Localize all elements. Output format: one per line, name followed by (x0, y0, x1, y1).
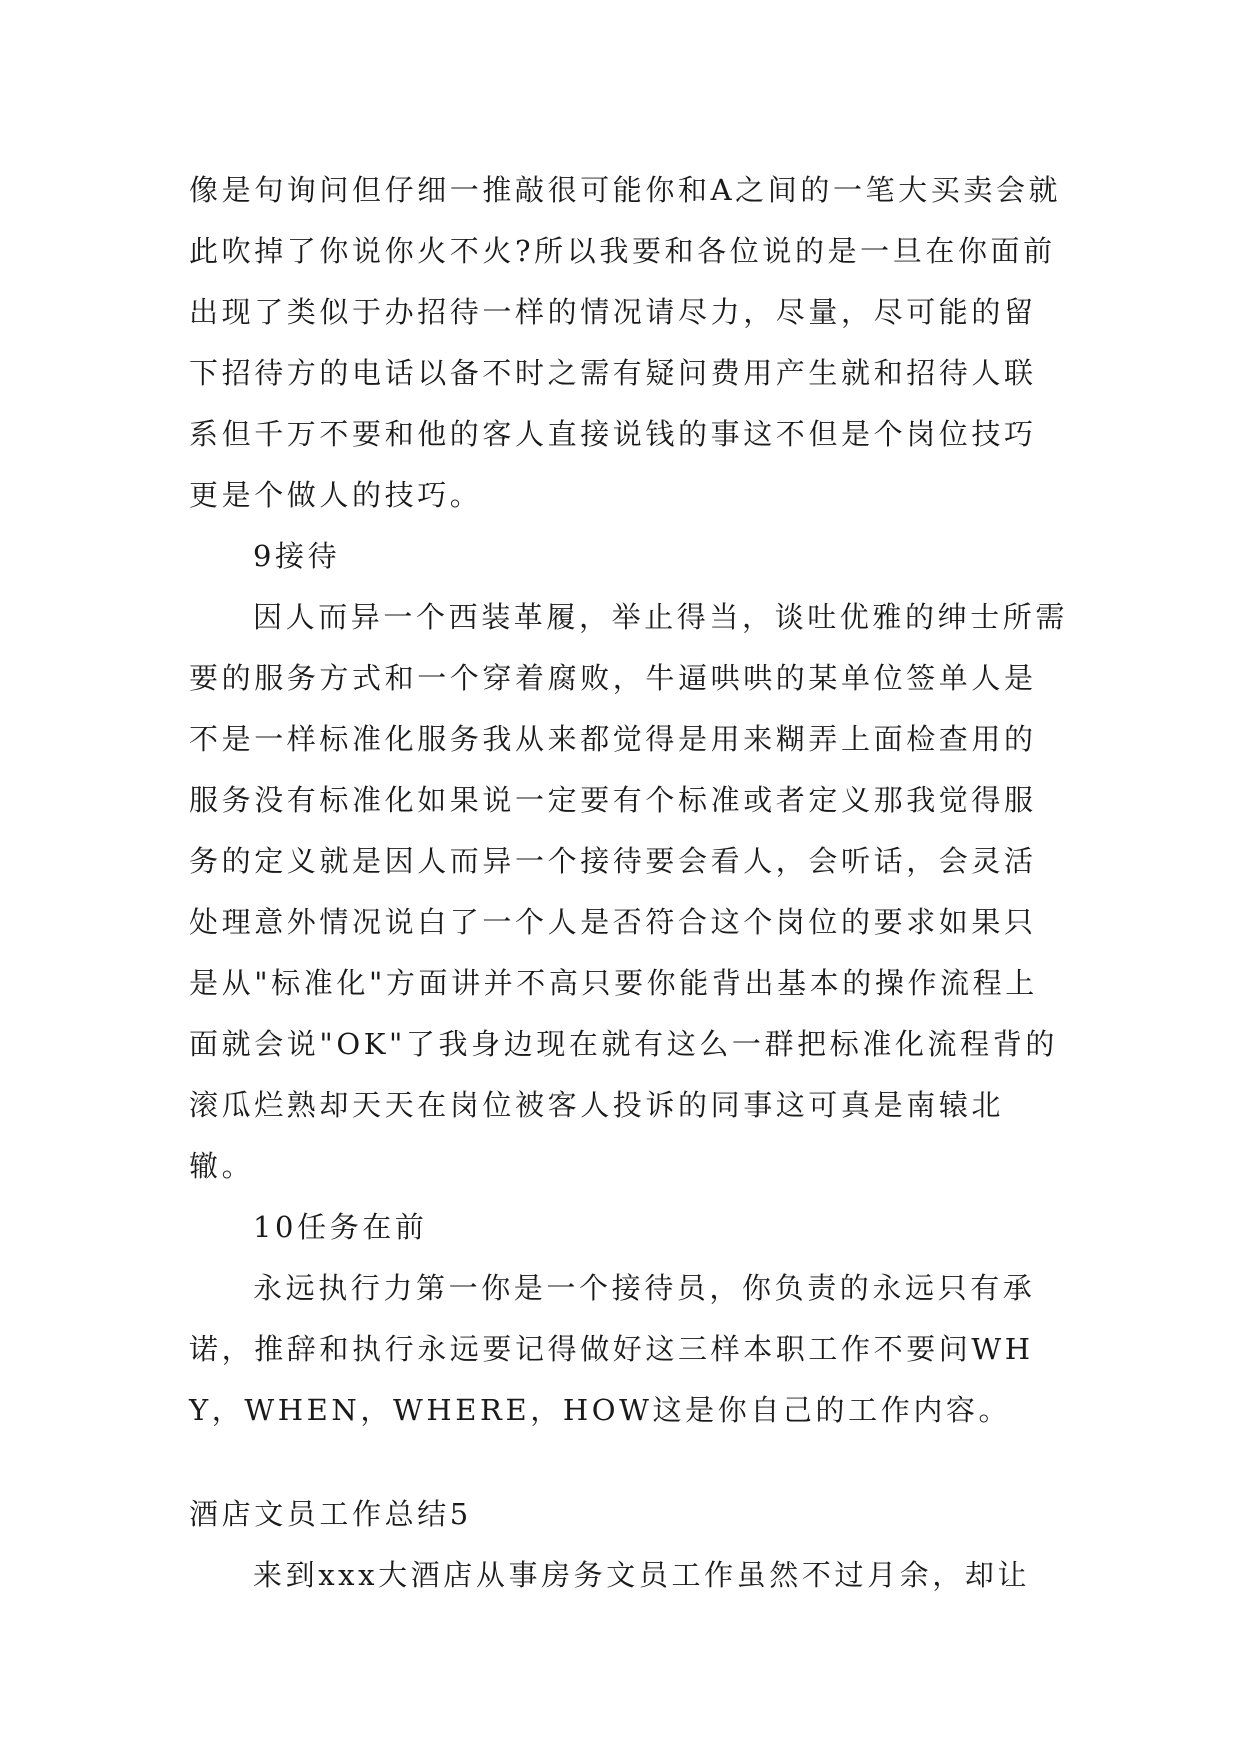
paragraph-reception-tips: 像是句询问但仔细一推敲很可能你和A之间的一笔大买卖会就此吹掉了你说你火不火?所以我要和各位说的是一旦在你面前出现了类似于办招待一样的情况请尽力，尽量，尽可能的留下招待方的电话以备不时之需有疑问费用产生就和招待人联系但千万不要和他的客人直接说钱的事这不但是个岗位技巧更是个做人的技巧。 (189, 173, 1062, 512)
paragraph-adapt-to-guests: 因人而异一个西装革履，举止得当，谈吐优雅的绅士所需要的服务方式和一个穿着腐败，牛逼哄哄的某单位签单人是不是一样标准化服务我从来都觉得是用来糊弄上面检查用的服务没有标准化如果说一定要有个标准或者定义那我觉得服务的定义就是因人而异一个接待要会看人，会听话，会灵活处理意外情况说白了一个人是否符合这个岗位的要求如果只是从"标准化"方面讲并不高只要你能背出基本的操作流程上面就会说"OK"了我身边现在就有这么一群把标准化流程背的滚瓜烂熟却天天在岗位被客人投诉的同事这可真是南辕北辙。 (189, 600, 1069, 1183)
paragraph-execution-first: 永远执行力第一你是一个接待员，你负责的永远只有承诺，推辞和执行永远要记得做好这三样本职工作不要问WHY，WHEN，WHERE，HOW这是你自己的工作内容。 (189, 1271, 1036, 1427)
paragraph-summary-intro: 来到xxx大酒店从事房务文员工作虽然不过月余，却让 (253, 1558, 1031, 1592)
heading-9-reception: 9接待 (253, 539, 341, 573)
document-body (189, 160, 1069, 1606)
section-title-summary-5: 酒店文员工作总结5 (189, 1497, 472, 1531)
heading-10-task-first: 10任务在前 (253, 1210, 428, 1244)
